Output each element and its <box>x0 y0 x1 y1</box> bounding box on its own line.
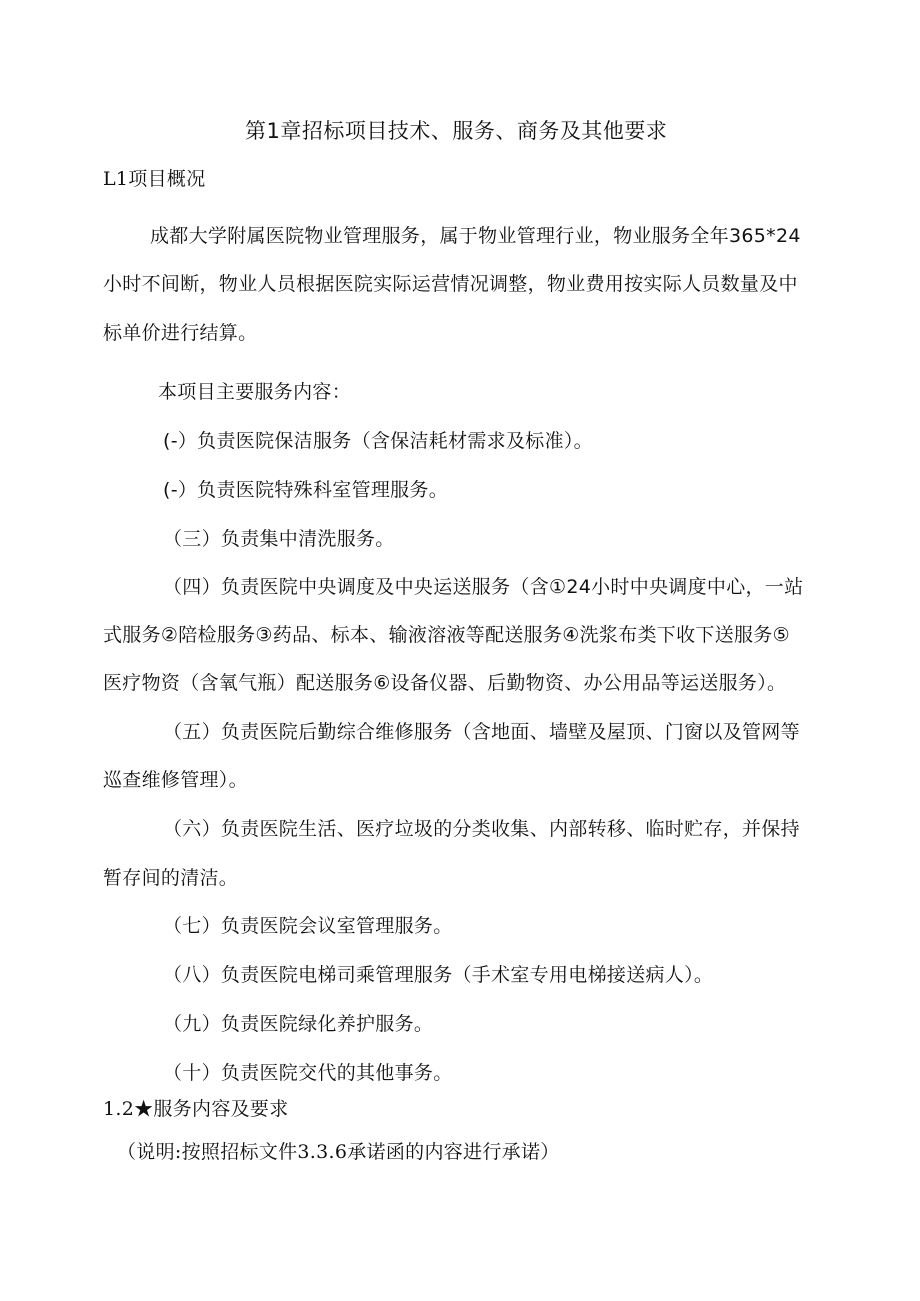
service-item-6-line-1: （六）负责医院生活、医疗垃圾的分类收集、内部转移、临时贮存，并保持 <box>163 818 800 840</box>
service-item-8: （八）负责医院电梯司乘管理服务（手术室专用电梯接送病人）。 <box>163 964 714 986</box>
page-title: 第1章招标项目技术、服务、商务及其他要求 <box>245 119 668 143</box>
service-item-5-line-2: 巡查维修管理）。 <box>103 769 248 791</box>
service-item-5-line-1: （五）负责医院后勤综合维修服务（含地面、墙壁及屋顶、门窗以及管网等 <box>163 721 800 743</box>
service-item-10: （十）负责医院交代的其他事务。 <box>163 1062 453 1084</box>
service-item-7: （七）负责医院会议室管理服务。 <box>163 915 453 937</box>
service-item-1: (-）负责医院保洁服务（含保洁耗材需求及标准）。 <box>163 430 593 452</box>
section-1-2-note: （说明:按照招标文件3.3.6承诺函的内容进行承诺） <box>117 1141 560 1163</box>
section-heading-1-1: L1项目概况 <box>103 168 206 190</box>
overview-paragraph-line-3: 标单价进行结算。 <box>103 322 258 344</box>
section-heading-1-2: 1.2★服务内容及要求 <box>103 1098 289 1120</box>
service-item-4-line-1: （四）负责医院中央调度及中央运送服务（含①24小时中央调度中心，一站 <box>163 576 804 598</box>
overview-paragraph-line-1: 成都大学附属医院物业管理服务，属于物业管理行业，物业服务全年365*24 <box>150 225 801 247</box>
service-item-3: （三）负责集中清洗服务。 <box>163 528 395 550</box>
service-item-4-line-2: 式服务②陪检服务③药品、标本、输液溶液等配送服务④洗浆布类下收下送服务⑤ <box>103 624 790 646</box>
service-item-2: (-）负责医院特殊科室管理服务。 <box>163 479 449 501</box>
services-intro: 本项目主要服务内容： <box>158 381 352 403</box>
service-item-9: （九）负责医院绿化养护服务。 <box>163 1013 434 1035</box>
service-item-6-line-2: 暂存间的清洁。 <box>103 867 239 889</box>
overview-paragraph-line-2: 小时不间断，物业人员根据医院实际运营情况调整，物业费用按实际人员数量及中 <box>103 273 798 295</box>
service-item-4-line-3: 医疗物资（含氧气瓶）配送服务⑥设备仪器、后勤物资、办公用品等运送服务）。 <box>103 672 787 694</box>
